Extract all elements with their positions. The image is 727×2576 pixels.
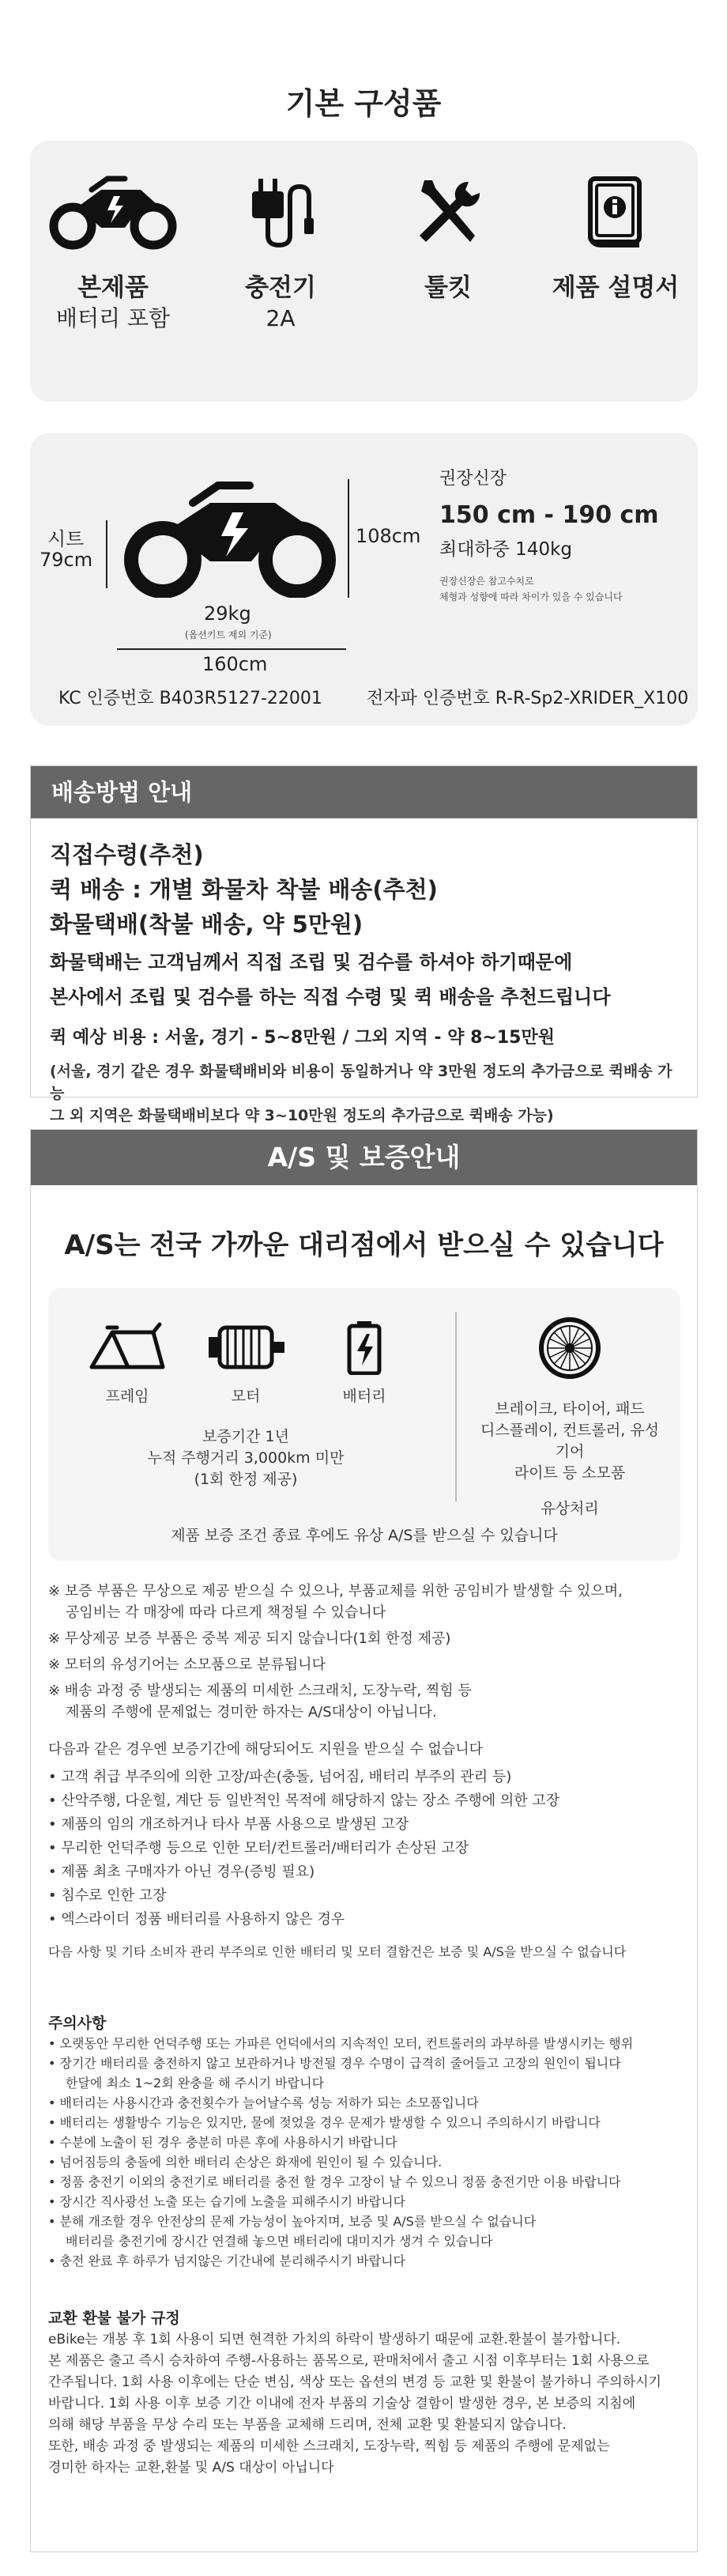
consumables-line-1: 브레이크, 타이어, 패드 [495, 1400, 645, 1418]
shipping-quick: 퀵 배송 : 개별 화물차 착불 배송(추천) [50, 876, 438, 903]
shipping-freight-note-2: 본사에서 조립 및 검수를 하는 직접 수령 및 퀵 배송을 추천드립니다 [50, 986, 611, 1008]
exclusion-item: • 무리한 언덕주행 등으로 인한 모터/컨트롤러/배터리가 손상된 고장 [48, 1840, 469, 1856]
bike-silhouette-icon [117, 479, 346, 598]
battery-note: 다음 사항 및 기타 소비자 관리 부주의로 인한 배터리 및 모터 결함건은 보증 및 A/S을 받으실 수 없습니다 [48, 1944, 627, 1959]
bike-icon [46, 172, 180, 251]
exclusion-intro: 다음과 같은 경우엔 보증기간에 해당되어도 지원을 받으실 수 없습니다 [48, 1741, 484, 1758]
component-toolkit [365, 172, 531, 304]
shipping-quick-cost: 퀵 예상 비용 : 서울, 경기 - 5~8만원 / 그외 지역 - 약 8~15만원 [50, 1028, 555, 1048]
caution-item: • 오랫동안 무리한 언덕주행 또는 가파른 언덕에서의 지속적인 모터, 컨트롤러의 과부하를 발생시키는 행위 [48, 2036, 634, 2051]
frame-icon [84, 1320, 171, 1375]
recommended-label: 권장신장 [439, 469, 507, 489]
caution-item: • 수분에 노출이 된 경우 충분히 마른 후에 사용하시기 바랍니다 [48, 2135, 397, 2150]
recommended-height: 150 cm - 190 cm [439, 501, 659, 529]
refund-policy [48, 2308, 680, 2479]
bike-length: 160cm [202, 653, 268, 675]
charger-icon [241, 172, 320, 251]
caution-title: 주의사항 [48, 2015, 107, 2032]
consumables-line-2: 디스플레이, 컨트롤러, 유성기어 [480, 1422, 660, 1460]
shipping-freight-note-1: 화물택배는 고객님께서 직접 조립 및 검수를 하셔야 하기때문에 [50, 951, 573, 973]
component-manual-label: 제품 설명서 [552, 274, 680, 302]
component-bike [30, 172, 196, 334]
refund-line: 간주됩니다. 1회 사용 이후에는 단순 변심, 색상 또는 옵션의 변경 등 교환 및 환불이 불가하니 주의하시기 [48, 2374, 661, 2390]
component-manual [533, 172, 699, 304]
exclusion-item: • 제품 최초 구매자가 아닌 경우(증빙 필요) [48, 1864, 315, 1880]
component-bike-label: 본제품 [77, 274, 149, 302]
total-height: 108cm [356, 525, 421, 547]
shipping-quick-note-2: 그 외 지역은 화물택배비보다 약 3~10만원 정도의 추가금으로 퀵배송 가능) [50, 1107, 554, 1124]
part-battery-label: 배터리 [342, 1388, 386, 1405]
caution-item: 배터리를 충전기에 장시간 연결해 놓으면 배터리에 대미지가 생겨 수 있습니다 [66, 2234, 493, 2249]
as-subtitle: A/S는 전국 가까운 대리점에서 받으실 수 있습니다 [64, 1229, 664, 1261]
caution-item: • 정품 충전기 이외의 충전기로 배터리를 충전 할 경우 고장이 날 수 있으니 정품 충전기만 이용 바랍니다 [48, 2174, 621, 2189]
caution-item: • 넘어짐등의 충돌에 의한 배터리 손상은 화재에 원인이 될 수 있습니다. [48, 2155, 443, 2170]
part-frame [80, 1320, 175, 1406]
caution-item: 한달에 최소 1~2회 완충을 해 주시기 바랍니다 [66, 2076, 325, 2091]
part-motor-label: 모터 [231, 1388, 261, 1405]
shipping-section [30, 765, 698, 1124]
seat-height: 79cm [40, 549, 93, 571]
component-bike-sub: 배터리 포함 [55, 305, 171, 332]
card-divider [455, 1312, 457, 1501]
paid-service-label: 유상처리 [541, 1500, 599, 1517]
card-footer: 제품 보증 조건 종료 후에도 유상 A/S를 받으실 수 있습니다 [171, 1527, 558, 1544]
component-charger-label: 충전기 [245, 274, 316, 302]
note-line: ※ 모터의 유성기어는 소모품으로 분류됩니다 [48, 1656, 326, 1673]
part-battery [317, 1320, 412, 1406]
height-note-2: 체형과 성향에 따라 차이가 있을 수 있습니다 [439, 591, 623, 602]
caution-item: • 배터리는 생활방수 기능은 있지만, 물에 젖었을 경우 문제가 발생할 수 있으니 주의하시기 바랍니다 [48, 2115, 601, 2130]
warranty-period [80, 1426, 412, 1490]
component-toolkit-label: 툴킷 [424, 274, 472, 302]
note-line: ※ 배송 과정 중 발생되는 제품의 미세한 스크래치, 도장누락, 찍힘 등 [48, 1683, 472, 1699]
note-line: ※ 보증 부품은 무상으로 제공 받으실 수 있으나, 부품교체를 위한 공임비가 발생할 수 있으며, [48, 1583, 623, 1600]
wheel-icon [537, 1315, 603, 1381]
warranty-card [48, 1288, 680, 1561]
component-charger [198, 172, 364, 334]
shipping-freight: 화물택배(착불 배송, 약 5만원) [50, 911, 364, 938]
warranty-notes [48, 1581, 680, 1962]
as-section [30, 1129, 698, 2552]
battery-icon [321, 1320, 408, 1375]
consumables-list [475, 1399, 665, 1520]
exclusion-item: • 엑스라이더 정품 배터리를 사용하지 않은 경우 [48, 1911, 345, 1928]
shipping-title: 배송방법 안내 [31, 766, 697, 818]
components-title: 기본 구성품 [285, 86, 442, 121]
warranty-period-line-1: 보증기간 1년 [202, 1428, 289, 1445]
part-motor [198, 1320, 293, 1406]
caution-item: • 장기간 배터리를 충전하지 않고 보관하거나 방전될 경우 수명이 급격히 줄어들고 고장의 원인이 됩니다 [48, 2056, 621, 2071]
height-dimension-line [348, 479, 349, 598]
shipping-quick-note-1: (서울, 경기 같은 경우 화물택배비와 비용이 동일하거나 약 3만원 정도의 추가금으로 퀵배송 가능 [50, 1063, 672, 1102]
bike-weight: 29kg [204, 602, 251, 625]
part-frame-label: 프레임 [105, 1388, 149, 1405]
max-load: 최대하중 140kg [439, 539, 573, 560]
components-panel [30, 141, 698, 402]
specs-panel [30, 433, 698, 726]
refund-line: 의해 해당 부품을 무상 수리 또는 부품을 교체해 드리며, 전체 교환 및 환불되지 않습니다. [48, 2417, 567, 2433]
warranty-period-line-2: 누적 주행거리 3,000km 미만 [147, 1449, 345, 1467]
refund-title: 교환 환불 불가 규정 [48, 2310, 180, 2327]
caution-item: • 충전 완료 후 하루가 넘지않은 기간내에 분리해주시기 바랍니다 [48, 2253, 405, 2268]
shipping-direct-pickup: 직접수령(추천) [50, 841, 204, 868]
seat-dimension-line [106, 520, 107, 588]
warranty-period-line-3: (1회 한정 제공) [194, 1471, 298, 1488]
as-title: A/S 및 보증안내 [31, 1130, 697, 1185]
refund-line: 경미한 하자는 교환,환불 및 A/S 대상이 아닙니다 [48, 2460, 334, 2476]
manual-icon [576, 172, 655, 251]
note-line: 공임비는 각 매장에 따라 다르게 책정될 수 있습니다 [66, 1604, 386, 1621]
toolkit-icon [409, 172, 488, 251]
refund-line: 본 제품은 출고 즉시 승차하여 주행-사용하는 품목으로, 판매처에서 출고 시점 이후부터는 1회 사용으로 [48, 2353, 650, 2369]
caution-item: • 장시간 직사광선 노출 또는 습기에 노출을 피해주시기 바랍니다 [48, 2194, 405, 2209]
kc-cert-number: KC 인증번호 B403R5127-22001 [58, 689, 322, 708]
emc-cert-number: 전자파 인증번호 R-R-Sp2-XRIDER_X100 [367, 689, 689, 708]
caution-item: • 분해 개조할 경우 안전상의 문제 가능성이 높아지며, 보증 및 A/S를 받으실 수 없습니다 [48, 2214, 537, 2229]
consumables-line-3: 라이트 등 소모품 [514, 1464, 626, 1482]
motor-icon [202, 1320, 289, 1375]
component-charger-sub: 2A [266, 305, 296, 332]
seat-label: 시트 [47, 528, 85, 550]
refund-line: 또한, 배송 과정 중 발생되는 제품의 미세한 스크래치, 도장누락, 찍힘 등 제품의 주행에 문제없는 [48, 2438, 610, 2454]
length-dimension-line [117, 648, 346, 650]
part-consumables [491, 1315, 649, 1391]
note-line: 제품의 주행에 문제없는 경미한 하자는 A/S대상이 아닙니다. [66, 1704, 437, 1720]
caution-notes [48, 2014, 680, 2271]
exclusion-item: • 산악주행, 다운힐, 계단 등 일반적인 목적에 해당하지 않는 장소 주행에 의한 고장 [48, 1792, 560, 1809]
refund-line: eBike는 개봉 후 1회 사용이 되면 현격한 가치의 하락이 발생하기 때문에 교환.환불이 불가합니다. [48, 2332, 621, 2347]
exclusion-item: • 제품의 임의 개조하거나 타사 부품 사용으로 발생된 고장 [48, 1816, 409, 1833]
caution-item: • 배터리는 사용시간과 충전횟수가 늘어날수록 성능 저하가 되는 소모품입니다 [48, 2095, 479, 2110]
refund-line: 바랍니다. 1회 사용 이후 보증 기간 이내에 전자 부품의 기술상 결함이 발생한 경우, 본 보증의 지침에 [48, 2396, 636, 2412]
height-note-1: 권장신장은 참고수치로 [439, 576, 534, 587]
exclusion-item: • 고객 취급 부주의에 의한 고장/파손(충돌, 넘어짐, 배터리 부주의 관리 등) [48, 1769, 512, 1785]
note-line: ※ 무상제공 보증 부품은 중복 제공 되지 않습니다(1회 한정 제공) [48, 1630, 451, 1647]
weight-note: (옵션키트 제외 기준) [185, 629, 272, 640]
exclusion-item: • 침수로 인한 고장 [48, 1887, 167, 1904]
